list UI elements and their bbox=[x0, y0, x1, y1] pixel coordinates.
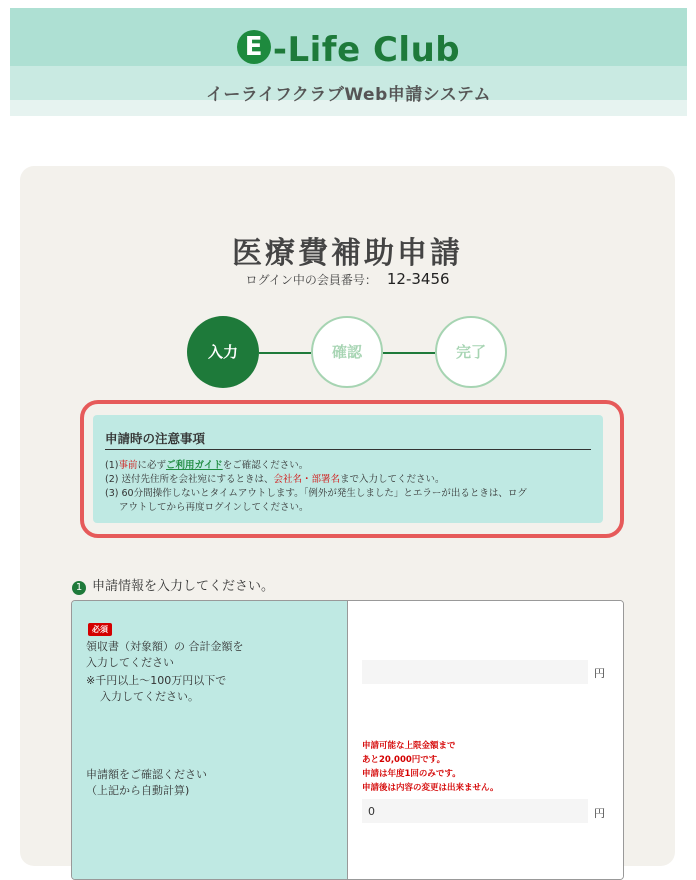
application-form-table bbox=[71, 600, 624, 880]
notice-line2-prefix: (2) 送付先住所を会社宛にするときは、 bbox=[105, 474, 274, 485]
claim-amount-value-cell bbox=[348, 719, 623, 880]
required-badge: 必須 bbox=[88, 623, 112, 636]
form-row-claim-amount bbox=[72, 719, 623, 880]
yen-unit: 円 bbox=[594, 667, 605, 680]
notice-line2-suffix: まで入力してください。 bbox=[340, 474, 445, 485]
section-heading-text: 申請情報を入力してください。 bbox=[92, 579, 275, 594]
amount-range-note-line1: ※千円以上～100万円以下で bbox=[86, 674, 227, 687]
notice-line1-prefix: (1) bbox=[105, 460, 119, 471]
section-number-badge: 1 bbox=[72, 581, 86, 595]
form-row-total-amount bbox=[72, 601, 623, 720]
member-label: ログイン中の会員番号： bbox=[245, 273, 377, 287]
notice-line1-emphasis: 事前 bbox=[118, 460, 138, 471]
step-complete: 完了 bbox=[435, 316, 507, 388]
notice-line2-emphasis: 会社名・部署名 bbox=[273, 474, 340, 485]
notice-line1-suffix: をご確認ください。 bbox=[222, 460, 309, 471]
main-card bbox=[20, 166, 675, 866]
system-subtitle: イーライフクラブWeb申請システム bbox=[205, 85, 492, 105]
logo-e-badge: E bbox=[237, 30, 271, 64]
notice-line-1 bbox=[105, 459, 595, 473]
notice-lines bbox=[105, 459, 595, 515]
member-info bbox=[20, 270, 675, 288]
claim-amount-input[interactable] bbox=[362, 799, 588, 823]
section-heading bbox=[72, 575, 274, 595]
step-input: 入力 bbox=[187, 316, 259, 388]
step-connector bbox=[383, 352, 435, 354]
total-amount-label-line2: 入力してください bbox=[86, 656, 174, 669]
step-confirm: 確認 bbox=[311, 316, 383, 388]
progress-steps bbox=[187, 316, 507, 392]
page-title: 医療費補助申請 bbox=[232, 236, 463, 271]
limit-note-line2: あと20,000円です。 bbox=[362, 755, 446, 765]
limit-note-line3: 申請は年度1回のみです。 bbox=[362, 769, 461, 779]
amount-range-note-line2: 入力してください。 bbox=[100, 690, 199, 703]
notice-line1-mid: に必ず bbox=[137, 460, 166, 471]
total-amount-value-cell bbox=[348, 601, 623, 719]
total-amount-input[interactable] bbox=[362, 660, 588, 684]
notice-box bbox=[93, 415, 603, 523]
member-number: 12-3456 bbox=[386, 270, 450, 288]
notice-line-3: (3) 60分間操作しないとタイムアウトします。「例外が発生しました」とエラーが出るときは、ログ bbox=[105, 488, 527, 499]
claim-amount-label-line1: 申請額をご確認ください bbox=[86, 768, 207, 781]
claim-amount-label-cell bbox=[72, 719, 348, 880]
notice-line-3-cont: アウトしてから再度ログインしてください。 bbox=[119, 502, 309, 513]
step-connector bbox=[259, 352, 311, 354]
claim-limit-note bbox=[362, 739, 612, 795]
site-header bbox=[10, 8, 687, 116]
elife-club-logo[interactable] bbox=[10, 30, 687, 70]
usage-guide-link[interactable]: ご利用ガイド bbox=[166, 460, 223, 471]
claim-amount-label-line2: （上記から自動計算) bbox=[86, 784, 190, 797]
notice-title: 申請時の注意事項 bbox=[105, 429, 591, 450]
total-amount-label-line1: 領収書（対象額）の 合計金額を bbox=[86, 640, 244, 653]
logo-text: -Life Club bbox=[272, 30, 461, 70]
limit-note-line1: 申請可能な上限金額まで bbox=[362, 741, 456, 751]
yen-unit: 円 bbox=[594, 807, 605, 820]
total-amount-label-cell bbox=[72, 601, 348, 719]
notice-line-2 bbox=[105, 473, 595, 487]
limit-note-line4: 申請後は内容の変更は出来ません。 bbox=[362, 783, 499, 793]
